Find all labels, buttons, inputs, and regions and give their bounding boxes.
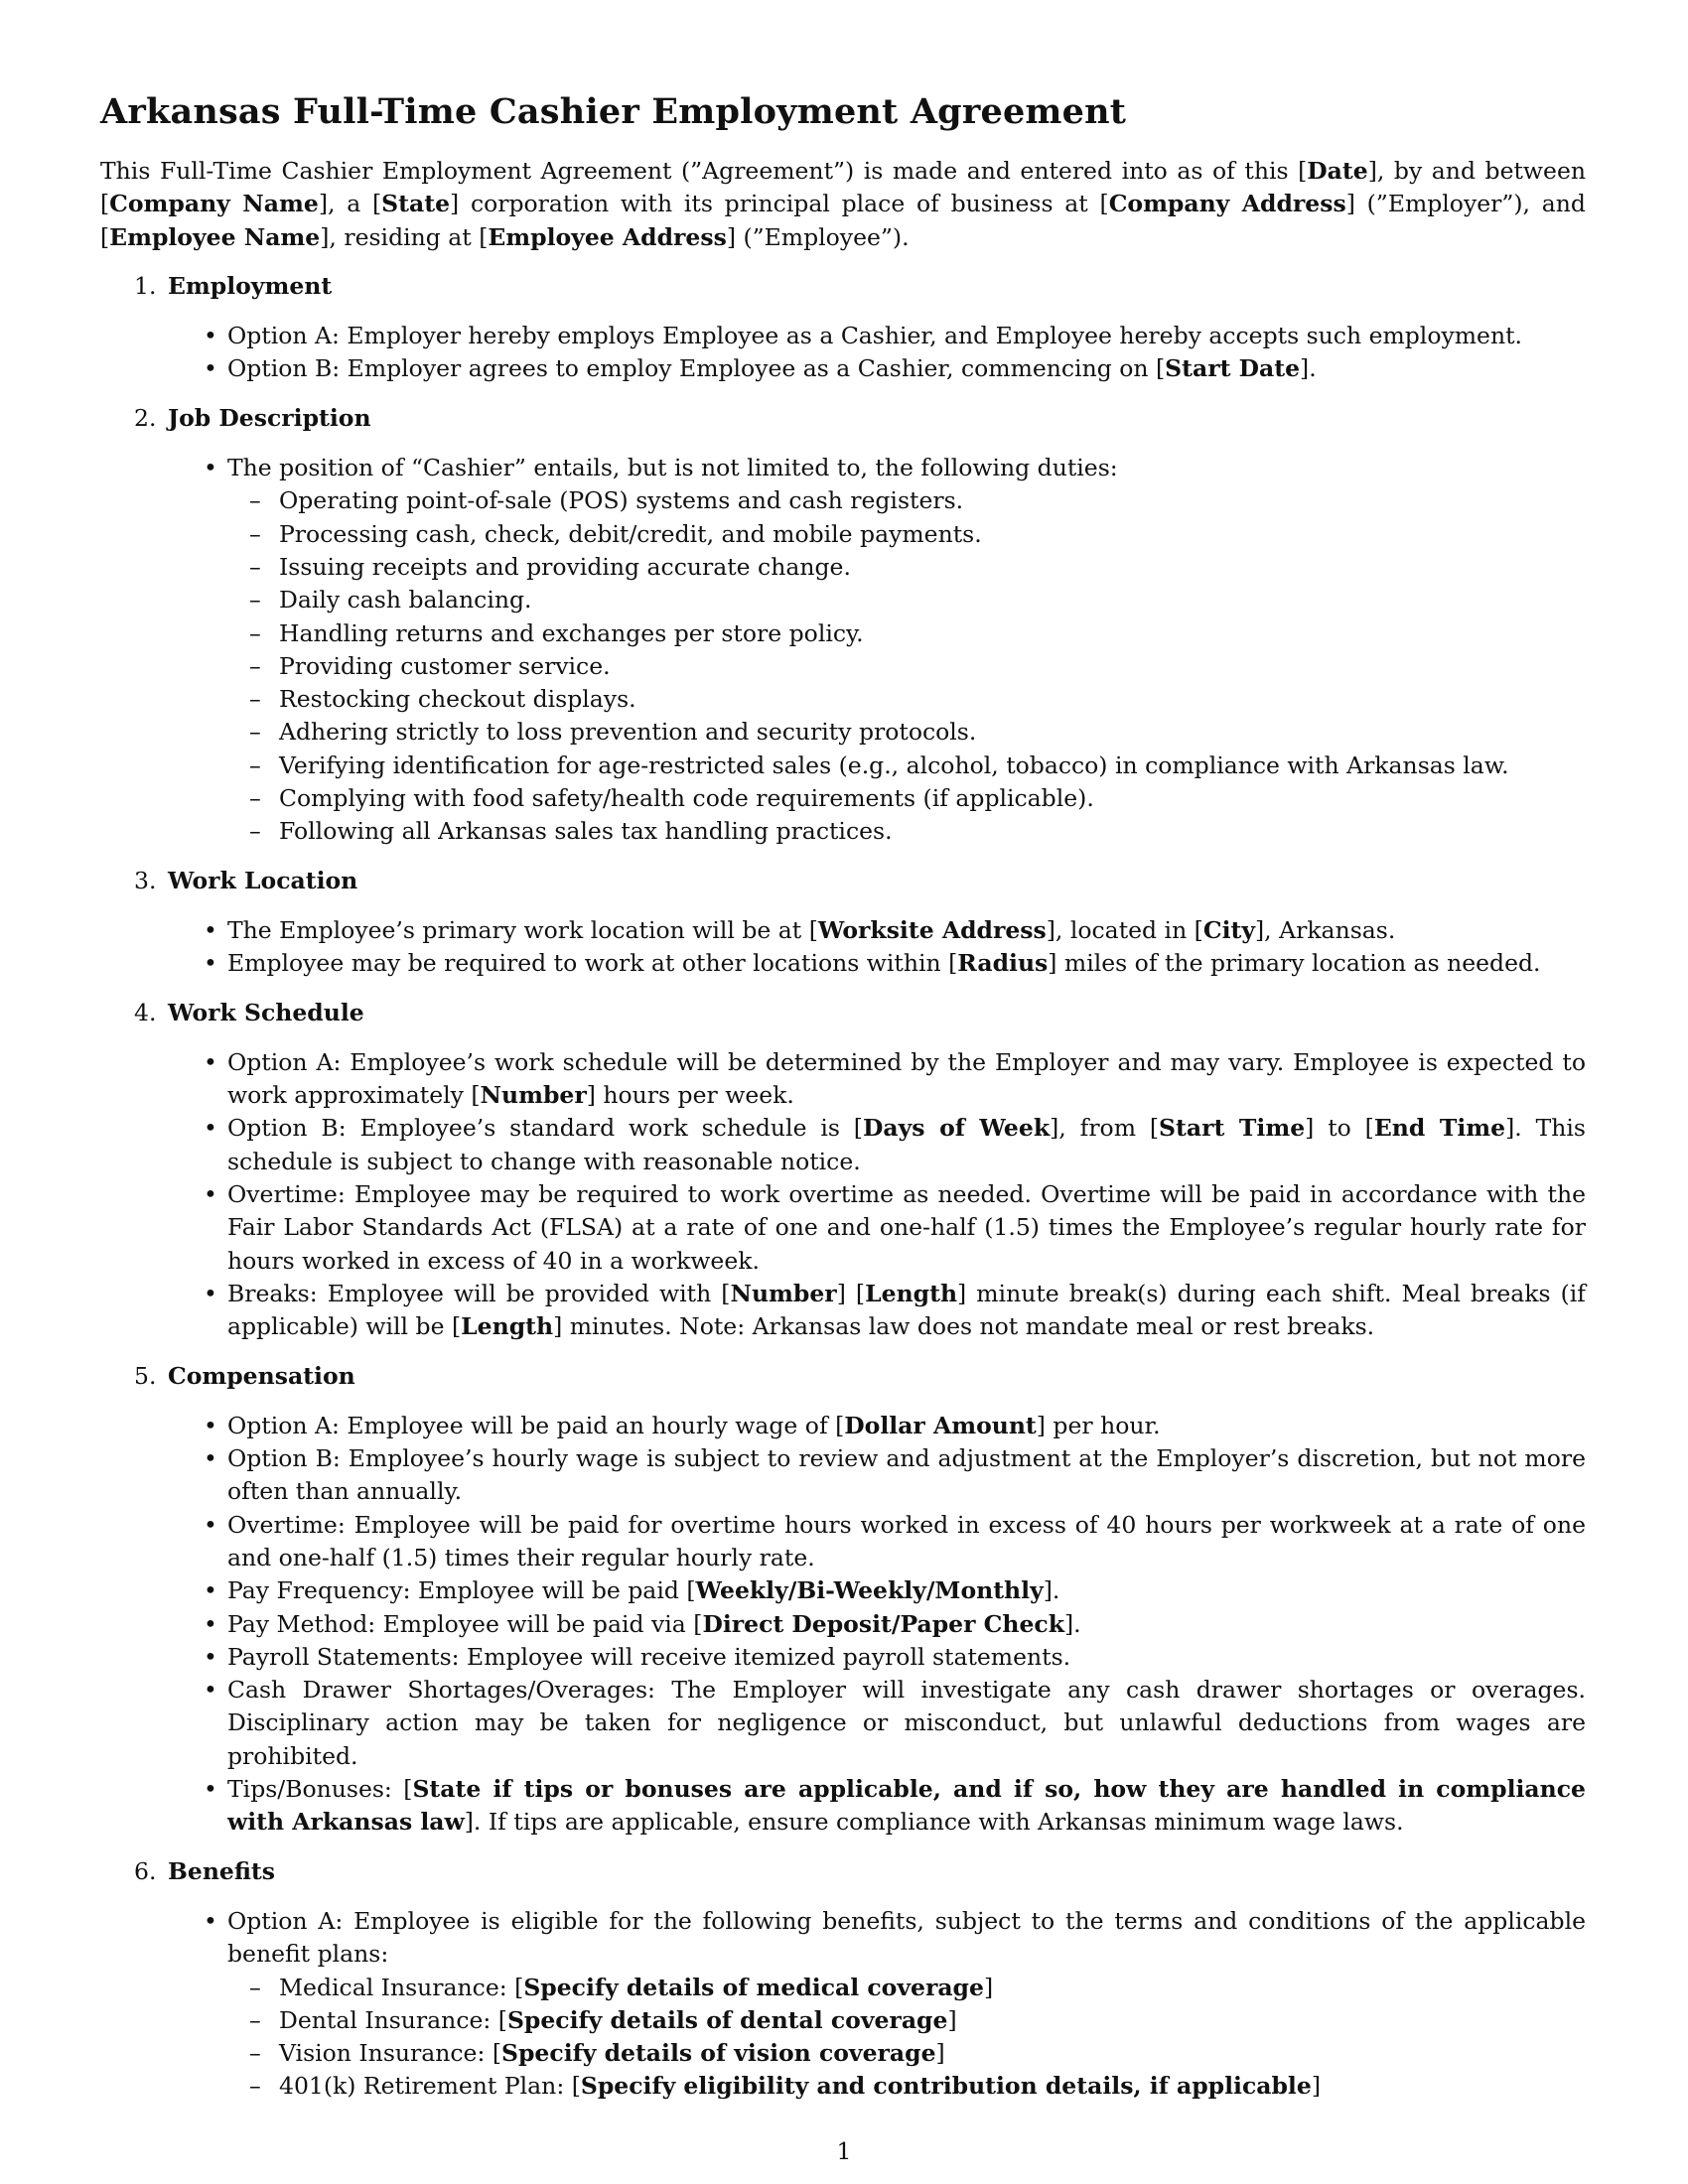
bullet-icon: •	[204, 1444, 217, 1473]
dash-icon: –	[249, 2005, 261, 2034]
text-run: ], Arkansas.	[1255, 915, 1396, 944]
dash-icon: –	[249, 651, 261, 680]
section-title: Work Schedule	[168, 998, 364, 1026]
text-run: Overtime: Employee may be required to work overtime as needed. Overtime will be paid in accordance with the Fair Labor Standards Act (FLSA) at a rate of one and one-half (1.5) times the Employee’s regular hourly rate for hours worked in excess of 40 in a workweek.	[227, 1180, 1586, 1275]
dash-icon: –	[249, 751, 261, 779]
intro-paragraph	[100, 155, 1586, 254]
document-title: Arkansas Full-Time Cashier Employment Agreement	[100, 91, 1127, 132]
text-run: Option B: Employer agrees to employ Employee as a Cashier, commencing on [	[227, 354, 1166, 383]
placeholder-field: Direct Deposit/Paper Check	[702, 1609, 1064, 1638]
bullet-item	[204, 1112, 1586, 1178]
bullet-icon: •	[204, 1676, 217, 1705]
sub-item	[249, 584, 1586, 616]
sub-item	[249, 617, 1586, 650]
placeholder-field: Company Address	[1108, 190, 1346, 218]
dash-icon: –	[249, 817, 261, 846]
text-run: Option A: Employee will be paid an hourly wage of [	[227, 1411, 845, 1439]
bullet-icon: •	[204, 949, 217, 978]
text-run: Medical Insurance: [	[279, 1973, 524, 2001]
placeholder-field: Specify eligibility and contribution details, if applicable	[580, 2072, 1312, 2101]
section	[100, 1855, 1586, 2104]
section-title: Job Description	[168, 403, 371, 432]
text-run: ] hours per week.	[586, 1081, 794, 1110]
dash-icon: –	[249, 552, 261, 581]
placeholder-field: Dollar Amount	[844, 1411, 1037, 1439]
placeholder-field: Date	[1307, 157, 1368, 185]
text-run: This Full-Time Cashier Employment Agreement (”Agreement”) is made and entered into as of this [	[100, 157, 1308, 185]
section-number: 1.	[134, 271, 157, 300]
sub-item	[249, 518, 1586, 551]
placeholder-field: Number	[730, 1279, 837, 1307]
section-heading	[100, 865, 1586, 897]
text-run: ], a [	[318, 190, 382, 218]
text-run: ] corporation with its principal place of business at [	[450, 190, 1109, 218]
dash-icon: –	[249, 586, 261, 614]
text-run: Option B: Employee’s standard work schedule is [	[227, 1114, 863, 1143]
placeholder-field: Worksite Address	[817, 915, 1047, 944]
section	[100, 402, 1586, 849]
sub-item	[249, 815, 1586, 848]
placeholder-field: Number	[480, 1081, 587, 1110]
text-run: Operating point-of-sale (POS) systems and cash registers.	[279, 486, 964, 515]
bullet-icon: •	[204, 915, 217, 944]
bullet-icon: •	[204, 1411, 217, 1439]
document-page	[100, 87, 1586, 2104]
section-number: 3.	[134, 866, 157, 894]
dash-icon: –	[249, 519, 261, 548]
section-heading	[100, 997, 1586, 1029]
text-run: The position of “Cashier” entails, but is not limited to, the following duties:	[227, 454, 1118, 482]
text-run: Processing cash, check, debit/credit, and mobile payments.	[279, 519, 982, 548]
dash-icon: –	[249, 618, 261, 647]
section-title: Work Location	[168, 866, 358, 894]
sub-list	[227, 484, 1586, 848]
placeholder-field: Start Time	[1159, 1114, 1306, 1143]
text-run: ] (”Employer”), and [	[100, 190, 1586, 251]
section	[100, 997, 1586, 1344]
bullet-item	[204, 914, 1586, 947]
placeholder-field: Weekly/Bi-Weekly/Monthly	[695, 1576, 1044, 1605]
bullet-item	[204, 1509, 1586, 1575]
dash-icon: –	[249, 2072, 261, 2101]
bullet-list	[100, 1410, 1586, 1840]
section	[100, 270, 1586, 386]
bullet-icon: •	[204, 1906, 217, 1935]
text-run: ] per hour.	[1036, 1411, 1161, 1439]
text-run: Dental Insurance: [	[279, 2005, 507, 2034]
text-run: ], from [	[1050, 1114, 1160, 1143]
section-heading	[100, 1360, 1586, 1393]
text-run: ], residing at [	[320, 222, 489, 251]
sub-item	[249, 551, 1586, 584]
placeholder-field: Length	[461, 1312, 554, 1341]
sub-item	[249, 782, 1586, 815]
bullet-list	[100, 452, 1586, 849]
placeholder-field: Employee Address	[488, 222, 727, 251]
text-run: ] minutes. Note: Arkansas law does not mandate meal or rest breaks.	[553, 1312, 1375, 1341]
dash-icon: –	[249, 685, 261, 714]
placeholder-field: Employee Name	[109, 222, 321, 251]
placeholder-field: City	[1202, 915, 1255, 944]
bullet-icon: •	[204, 322, 217, 350]
bullet-item	[204, 320, 1586, 352]
sub-list	[227, 1972, 1586, 2104]
section-title: Benefits	[168, 1856, 276, 1885]
sub-item	[249, 716, 1586, 749]
text-run: ].	[1064, 1609, 1081, 1638]
sub-item	[249, 683, 1586, 716]
bullet-item	[204, 1641, 1586, 1674]
bullet-icon: •	[204, 1576, 217, 1605]
sub-item	[249, 2004, 1586, 2037]
bullet-icon: •	[204, 1510, 217, 1539]
placeholder-field: Specify details of dental coverage	[506, 2005, 948, 2034]
section	[100, 865, 1586, 981]
text-run: Verifying identification for age-restricted sales (e.g., alcohol, tobacco) in compliance with Arkansas law.	[279, 751, 1509, 779]
section-title: Employment	[168, 271, 333, 300]
text-run: ]	[983, 1973, 994, 2001]
bullet-icon: •	[204, 1642, 217, 1671]
bullet-item	[204, 1178, 1586, 1278]
dash-icon: –	[249, 486, 261, 515]
bullet-item	[204, 1674, 1586, 1773]
text-run: Option A: Employee’s work schedule will be determined by the Employer and may vary. Employee is expected to work approximately [	[227, 1047, 1586, 1110]
placeholder-field: Company Name	[109, 190, 319, 218]
text-run: Payroll Statements: Employee will receive itemized payroll statements.	[227, 1642, 1071, 1671]
text-run: ]	[935, 2039, 945, 2068]
dash-icon: –	[249, 2039, 261, 2068]
bullet-icon: •	[204, 1775, 217, 1804]
bullet-item	[204, 947, 1586, 980]
bullet-item	[204, 452, 1586, 849]
placeholder-field: Start Date	[1165, 354, 1301, 383]
placeholder-field: Specify details of vision coverage	[501, 2039, 936, 2068]
text-run: ] miles of the primary location as needed.	[1048, 949, 1541, 978]
text-run: Daily cash balancing.	[279, 586, 532, 614]
bullet-item	[204, 352, 1586, 385]
text-run: ].	[1300, 354, 1317, 383]
text-run: ]. This schedule is subject to change with reasonable notice.	[227, 1114, 1586, 1175]
placeholder-field: End Time	[1373, 1114, 1506, 1143]
bullet-icon: •	[204, 1180, 217, 1209]
section-number: 5.	[134, 1361, 157, 1390]
text-run: Complying with food safety/health code requirements (if applicable).	[279, 784, 1094, 813]
section	[100, 1360, 1586, 1840]
section-heading	[100, 270, 1586, 303]
bullet-icon: •	[204, 354, 217, 383]
placeholder-field: Radius	[957, 949, 1049, 978]
placeholder-field: State	[381, 190, 451, 218]
text-run: ], by and between [	[100, 157, 1586, 218]
text-run: ] [	[836, 1279, 866, 1307]
sub-item	[249, 750, 1586, 782]
text-run: Tips/Bonuses: [	[227, 1775, 413, 1804]
text-run: Cash Drawer Shortages/Overages: The Employer will investigate any cash drawer shortages or overages. Disciplinary action may be taken for negligence or misconduct, but unlawful deductions from wages are prohibited.	[227, 1676, 1586, 1770]
bullet-item	[204, 1905, 1586, 2104]
bullet-list	[100, 914, 1586, 981]
section-title: Compensation	[168, 1361, 355, 1390]
sub-item	[249, 484, 1586, 517]
bullet-item	[204, 1608, 1586, 1641]
bullet-item	[204, 1442, 1586, 1509]
section-number: 6.	[134, 1856, 157, 1885]
section-number: 4.	[134, 998, 157, 1026]
bullet-icon: •	[204, 1114, 217, 1143]
text-run: Pay Method: Employee will be paid via [	[227, 1609, 703, 1638]
text-run: ].	[1043, 1576, 1060, 1605]
placeholder-field: Specify details of medical coverage	[523, 1973, 984, 2001]
text-run: Option A: Employer hereby employs Employee as a Cashier, and Employee hereby accepts such employment.	[227, 322, 1522, 350]
page-number: 1	[836, 2137, 852, 2165]
sections-container	[100, 270, 1586, 2104]
bullet-list	[100, 320, 1586, 386]
sub-item	[249, 650, 1586, 683]
text-run: Breaks: Employee will be provided with [	[227, 1279, 731, 1307]
text-run: ]. If tips are applicable, ensure compliance with Arkansas minimum wage laws.	[464, 1808, 1404, 1837]
text-run: ] to [	[1305, 1114, 1374, 1143]
section-heading	[100, 402, 1586, 435]
dash-icon: –	[249, 1973, 261, 2001]
text-run: ] (”Employee”).	[726, 222, 910, 251]
text-run: Overtime: Employee will be paid for overtime hours worked in excess of 40 hours per workweek at a rate of one and one-half (1.5) times their regular hourly rate.	[227, 1510, 1586, 1571]
text-run: Option B: Employee’s hourly wage is subject to review and adjustment at the Employer’s discretion, but not more often than annually.	[227, 1444, 1586, 1506]
bullet-icon: •	[204, 1047, 217, 1076]
bullet-item	[204, 1410, 1586, 1442]
bullet-icon: •	[204, 454, 217, 482]
dash-icon: –	[249, 718, 261, 747]
text-run: ], located in [	[1046, 915, 1203, 944]
text-run: Following all Arkansas sales tax handling practices.	[279, 817, 893, 846]
placeholder-field: Length	[865, 1279, 958, 1307]
sub-item	[249, 2037, 1586, 2070]
text-run: ]	[947, 2005, 957, 2034]
bullet-list	[100, 1046, 1586, 1344]
bullet-list	[100, 1905, 1586, 2104]
text-run: Vision Insurance: [	[279, 2039, 502, 2068]
bullet-icon: •	[204, 1609, 217, 1638]
text-run: Adhering strictly to loss prevention and security protocols.	[279, 718, 977, 747]
text-run: Employee may be required to work at other locations within [	[227, 949, 958, 978]
text-run: 401(k) Retirement Plan: [	[279, 2072, 581, 2101]
bullet-item	[204, 1278, 1586, 1344]
dash-icon: –	[249, 784, 261, 813]
text-run: The Employee’s primary work location will be at [	[227, 915, 818, 944]
section-heading	[100, 1855, 1586, 1888]
placeholder-field: Days of Week	[862, 1114, 1051, 1143]
text-run: Pay Frequency: Employee will be paid [	[227, 1576, 696, 1605]
bullet-icon: •	[204, 1279, 217, 1307]
text-run: Restocking checkout displays.	[279, 685, 636, 714]
text-run: Handling returns and exchanges per store policy.	[279, 618, 864, 647]
text-run: ] minute break(s) during each shift. Meal breaks (if applicable) will be [	[227, 1279, 1586, 1341]
sub-item	[249, 2070, 1586, 2103]
section-number: 2.	[134, 403, 157, 432]
text-run: Option A: Employee is eligible for the following benefits, subject to the terms and conditions of the applicable benefit plans:	[227, 1906, 1586, 1969]
text-run: ]	[1311, 2072, 1321, 2101]
text-run: Providing customer service.	[279, 651, 611, 680]
bullet-item	[204, 1046, 1586, 1113]
placeholder-field: State if tips or bonuses are applicable, and if so, how they are handled in compliance with Arkansas law	[227, 1775, 1586, 1837]
bullet-item	[204, 1773, 1586, 1840]
text-run: Issuing receipts and providing accurate change.	[279, 552, 851, 581]
sub-item	[249, 1972, 1586, 2004]
bullet-item	[204, 1574, 1586, 1607]
